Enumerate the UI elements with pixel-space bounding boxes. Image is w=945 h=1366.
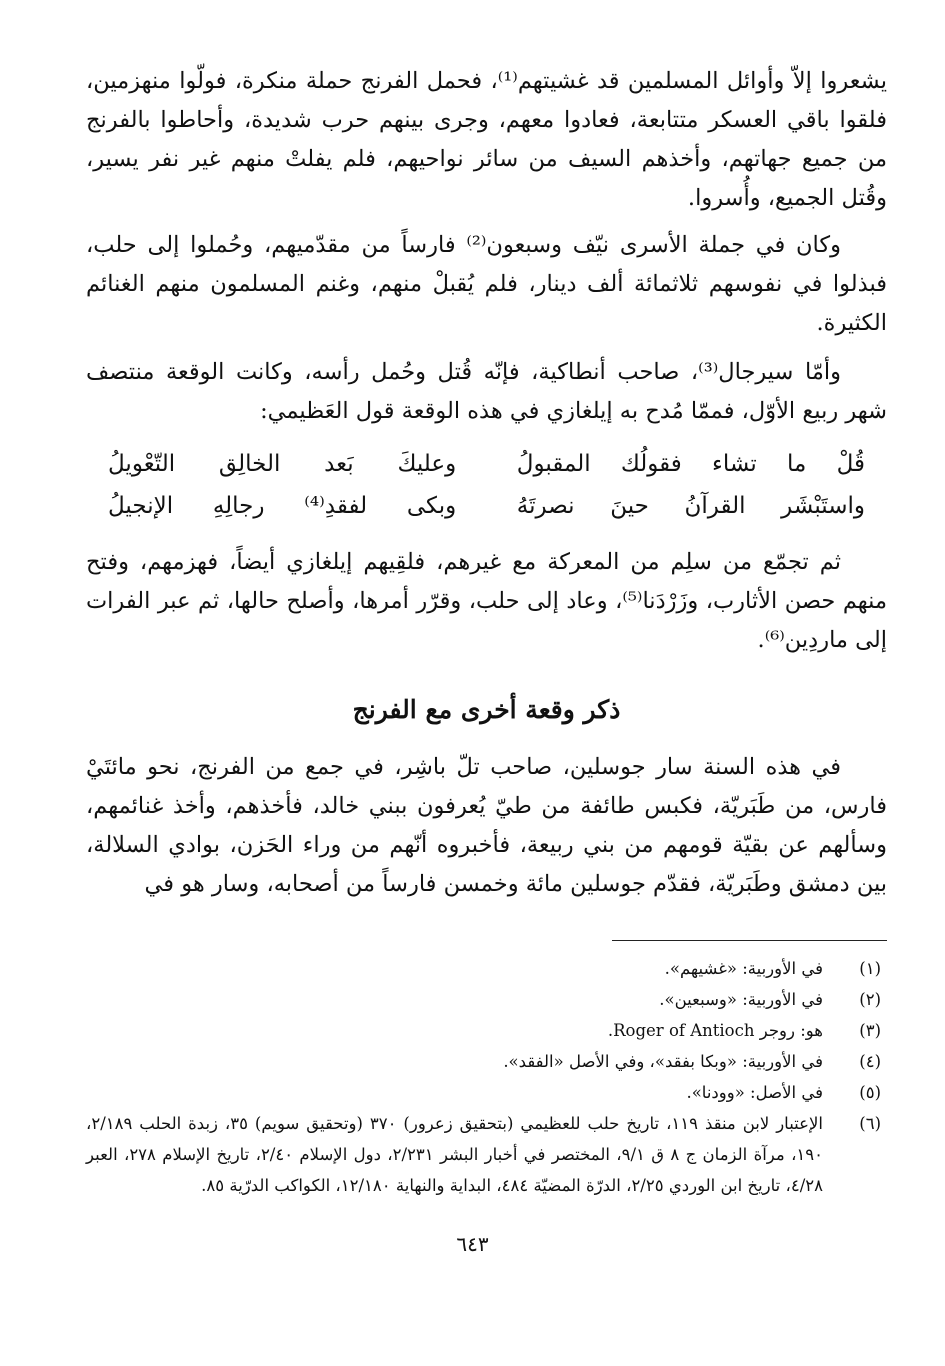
poem-hemistich-first: قُلْ ما تشاء فقولُك المقبولُ	[516, 451, 865, 477]
footnote-text: في الأوربية: «وبكا بفقد»، وفي الأصل «الفقد».	[503, 1052, 823, 1071]
footnote-text: الإعتبار لابن منقذ ١١٩، تاريخ حلب للعظيمي (بتحقيق زعرور) ٣٧٠ (وتحقيق سويم) ٣٥، زبدة الحلب ٢/١٨٩، ١٩٠، مرآة الزمان ج ٨ ق ٩/١، المختصر في أخبار البشر ٢/٢٣١، دول الإسلام ٢/٤٠، تاريخ الإسلام ٢٧٨، العبر ٤/٢٨، تاريخ ابن الوردي ٢/٢٥، الدرّة المضيّة ٤٨٤، البداية والنهاية ١٢/١٨٠، الكواكب الدرّية ٨٥.	[86, 1114, 823, 1195]
footnote-number: (٦)	[859, 1114, 881, 1133]
poem-hemistich-second: وعليكَ بَعد الخالِق التّعْويلُ	[108, 451, 457, 477]
footnote-divider	[612, 940, 887, 941]
footnote	[86, 1077, 887, 1108]
poem-verse	[86, 443, 887, 485]
paragraph-2: وكان في جملة الأسرى نيّف وسبعون⁽²⁾ فارساً من مقدّميهم، وحُملوا إلى حلب، فبذلوا في نفوسهم ثلاثمائة ألف دينار، فلم يُقبلْ منهم، وغنم المسلمون منهم الغنائم الكثيرة.	[86, 232, 887, 336]
footnote-number: (١)	[859, 959, 881, 978]
footnote	[86, 984, 887, 1015]
footnote-number: (٢)	[859, 990, 881, 1009]
footnote-number: (٥)	[859, 1083, 881, 1102]
paragraph-3: وأمّا سيرجال⁽³⁾، صاحب أنطاكية، فإنّه قُتل وحُمل رأسه، وكانت الوقعة منتصف شهر ربيع الأوّل، فممّا مُدح به إيلغازي في هذه الوقعة قول العَظيمي:	[86, 359, 887, 424]
paragraph-1: يشعروا إلاّ وأوائل المسلمين قد غشيتهم⁽¹⁾، فحمل الفرنج حملة منكرة، فولّوا منهزمين، فلقوا باقي العسكر متتابعة، فعادوا معهم، وجرى بينهم حرب شديدة، وأحاطوا بالفرنج من جميع جهاتهم، وأخذهم السيف من سائر نواحيهم، فلم يفلتْ منهم غير نفر يسير، وقُتل الجميع، وأُسروا.	[86, 68, 887, 211]
footnotes	[86, 953, 887, 1201]
paragraph-5: في هذه السنة سار جوسلين، صاحب تلّ باشِر، في جمع من الفرنج، نحو مائتَيْ فارس، من طَبَريّة، فكبس طائفة من طيّ يُعرفون ببني خالد، فأخذهم، وأخذ غنائمهم، وسألهم عن بقيّة قومهم من بني ربيعة، فأخبروه أنّهم من وراء الحَزن، بوادي السلالة، بين دمشق وطَبَريّة، فقدّم جوسلين مائة وخمسن فارساً من أصحابه، وسار هو في	[86, 754, 887, 897]
footnote	[86, 953, 887, 984]
poem-verse	[86, 485, 887, 527]
footnote-text: هو: روجر Roger of Antioch.	[607, 1021, 823, 1040]
poem-hemistich-first: واستَبْشَر القرآنُ حينَ نصرتَهُ	[516, 493, 865, 519]
footnote	[86, 1015, 887, 1046]
footnote-text: في الأصل: «وودنا».	[686, 1083, 823, 1102]
poem-hemistich-second: وبكى لفقدِ⁽⁴⁾ رجالِهِ الإنجيلُ	[108, 493, 457, 519]
footnote-text: في الأوربية: «وسبعين».	[659, 990, 823, 1009]
footnote	[86, 1046, 887, 1077]
page-number: ٦٤٣	[456, 1232, 489, 1256]
footnote-text: في الأوربية: «غشيهم».	[664, 959, 823, 978]
footnote-number: (٣)	[859, 1021, 881, 1040]
section-heading: ذكر وقعة أخرى مع الفرنج	[352, 695, 621, 724]
paragraph-4: ثم تجمّع من سلِم من المعركة مع غيرهم، فلقِيهم إيلغازي أيضاً، فهزمهم، وفتح منهم حصن الأثارب، وزَرْدَنا⁽⁵⁾، وعاد إلى حلب، وقرّر أمرها، وأصلح حالها، ثم عبر الفرات إلى ماردِين⁽⁶⁾.	[86, 549, 888, 653]
footnote	[86, 1108, 887, 1201]
poem	[86, 443, 887, 527]
footnote-number: (٤)	[859, 1052, 881, 1071]
